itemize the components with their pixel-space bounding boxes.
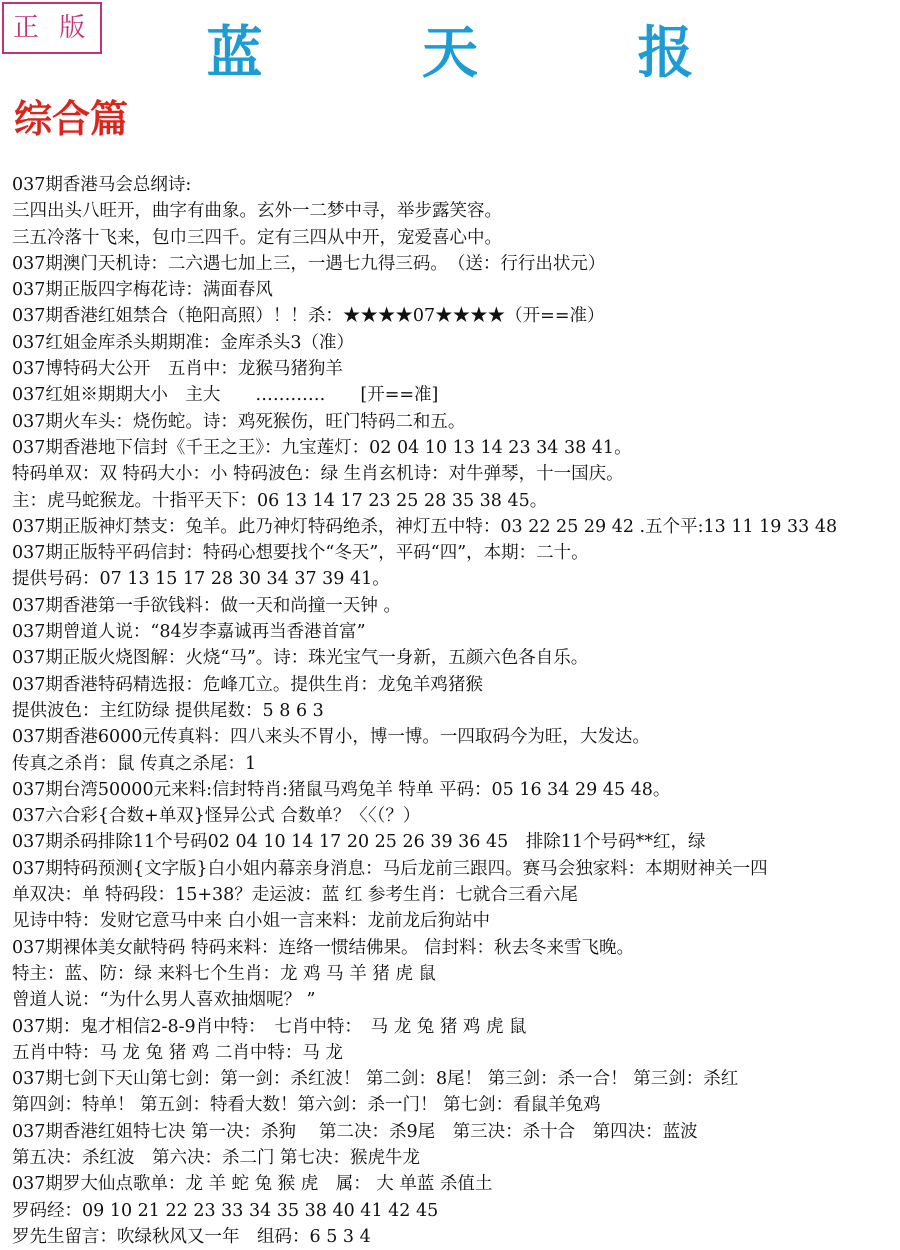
text-line: 037期：鬼才相信2-8-9肖中特： 七肖中特： 马 龙 兔 猪 鸡 虎 鼠 [12, 1016, 527, 1037]
text-line: 传真之杀肖：鼠 传真之杀尾：1 [12, 753, 257, 774]
text-line: 037期香港第一手欲钱料：做一天和尚撞一天钟 。 [12, 595, 401, 616]
text-line: 037期香港6000元传真料：四八来头不胃小，博一博。一四取码今为旺，大发达。 [12, 727, 650, 748]
text-line: 037期香港红姐禁合（艳阳高照）！！杀：★★★★07★★★★（开==准） [12, 306, 605, 327]
text-line: 罗先生留言：吹绿秋风又一年 组码：6 5 3 4 [12, 1226, 371, 1247]
text-line: 037期七剑下天山第七剑：第一剑：杀红波！ 第二剑：8尾！ 第三剑：杀一合！ 第三剑：杀红 [12, 1069, 739, 1090]
content-body [12, 172, 900, 1250]
section-heading: 综合篇 [14, 96, 129, 141]
text-line: 037期香港红姐特七决 第一决：杀狗 第二决：杀9尾 第三决：杀十合 第四决：蓝波 [12, 1121, 698, 1142]
text-line: 提供波色：主红防绿 提供尾数：5 8 6 3 [12, 700, 324, 721]
text-line: 037六合彩{合数+单双}怪异公式 合数单？〈〈（？） [12, 806, 421, 827]
text-line: 第四剑：特单！ 第五剑：特看大数！第六剑：杀一门！ 第七剑：看鼠羊兔鸡 [12, 1095, 601, 1116]
text-line: 特码单双：双 特码大小：小 特码波色：绿 生肖玄机诗：对牛弹琴，十一国庆。 [12, 464, 624, 485]
text-line: 037期罗大仙点歌单：龙 羊 蛇 兔 猴 虎 属： 大 单蓝 杀值土 [12, 1174, 493, 1195]
page-title: 蓝 天 报 [206, 20, 764, 86]
edition-badge: 正 版 [2, 2, 102, 54]
text-line: 037期火车头：烧伤蛇。诗：鸡死猴伤，旺门特码二和五。 [12, 411, 466, 432]
text-line: 第五决：杀红波 第六决：杀二门 第七决：猴虎牛龙 [12, 1147, 421, 1168]
text-line: 特主：蓝、防：绿 来料七个生肖：龙 鸡 马 羊 猪 虎 鼠 [12, 963, 436, 984]
text-line: 037期正版四字梅花诗：满面春风 [12, 280, 273, 301]
text-line: 罗码经：09 10 21 22 23 33 34 35 38 40 41 42 45 [12, 1200, 439, 1221]
text-line: 037期香港特码精选报：危峰兀立。提供生肖：龙兔羊鸡猪猴 [12, 674, 483, 695]
text-line: 曾道人说：“为什么男人喜欢抽烟呢？ ” [12, 990, 316, 1011]
text-line: 037期正版神灯禁支：兔羊。此乃神灯特码绝杀，神灯五中特：03 22 25 29 42 .五个平:13 11 19 33 48 [12, 516, 838, 537]
text-line: 主：虎马蛇猴龙。十指平天下：06 13 14 17 23 25 28 35 38 45。 [12, 490, 548, 511]
text-line: 037期香港马会总纲诗: [12, 175, 192, 195]
text-line: 037期曾道人说：“84岁李嘉诚再当香港首富” [12, 622, 366, 643]
text-line: 037期澳门天机诗：二六遇七加上三，一遇七九得三码。 （送：行行出状元） [12, 253, 606, 274]
text-line: 五肖中特：马 龙 兔 猪 鸡 二肖中特：马 龙 [12, 1042, 343, 1063]
text-line: 037期香港地下信封《千王之王》：九宝莲灯：02 04 10 13 14 23 34 38 41。 [12, 437, 632, 458]
text-line: 单双决：单 特码段：15+38？走运波：蓝 红 参考生肖：七就合三看六尾 [12, 885, 578, 906]
text-line: 037红姐※期期大小 主大 ………… [开==准] [12, 385, 439, 406]
text-line: 提供号码：07 13 15 17 28 30 34 37 39 41。 [12, 569, 390, 590]
text-line: 三四出头八旺开，曲字有曲象。玄外一二梦中寻，举步露笑容。 [12, 201, 502, 222]
text-line: 037期正版特平码信封：特码心想要找个“冬天”，平码“四”，本期：二十。 [12, 543, 589, 564]
text-line: 037期正版火烧图解：火烧“马”。诗：珠光宝气一身新，五颜六色各自乐。 [12, 648, 589, 669]
text-line: 见诗中特：发财它意马中来 白小姐一言来料：龙前龙后狗站中 [12, 911, 491, 932]
text-line: 037红姐金库杀头期期准：金库杀头3（准） [12, 332, 355, 353]
text-line: 037期台湾50000元来料:信封特肖:猪鼠马鸡兔羊 特单 平码：05 16 34 29 45 48。 [12, 779, 671, 800]
text-line: 三五冷落十飞来，包巾三四千。定有三四从中开，宠爱喜心中。 [12, 227, 502, 248]
text-line: 037博特码大公开 五肖中：龙猴马猪狗羊 [12, 359, 343, 380]
text-line: 037期特码预测{文字版}白小姐内幕亲身消息：马后龙前三跟四。赛马会独家料：本期财神关一四 [12, 858, 768, 879]
text-line: 037期杀码排除11个号码02 04 10 14 17 20 25 26 39 36 45 排除11个号码**红，绿 [12, 832, 706, 853]
text-line: 037期裸体美女献特码 特码来料：连络一惯结佛果。 信封料：秋去冬来雪飞晚。 [12, 937, 635, 958]
